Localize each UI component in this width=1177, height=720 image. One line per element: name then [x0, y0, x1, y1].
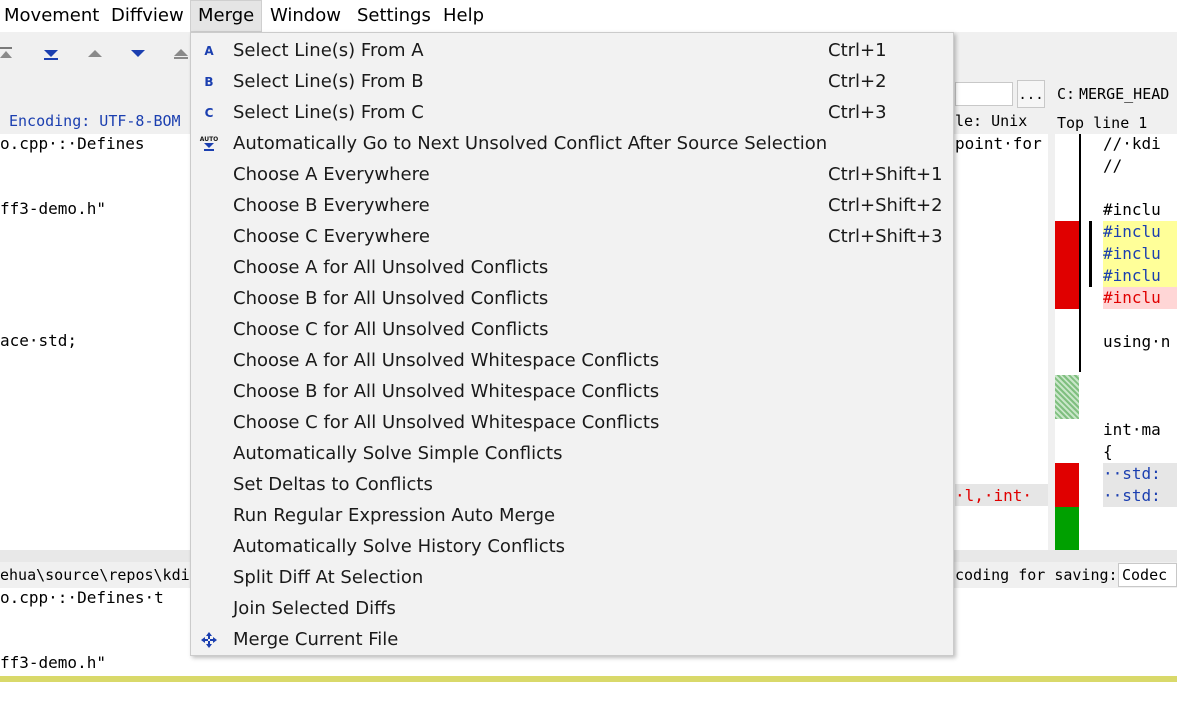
current-line-bar: [0, 676, 1177, 682]
code-line: #inclu: [1103, 222, 1161, 241]
menu-item-select-line-s-from-c[interactable]: [191, 97, 953, 128]
merge-menu-dropdown: [190, 32, 954, 656]
menu-item-set-deltas-to-conflicts[interactable]: [191, 469, 953, 500]
menu-item-label: Run Regular Expression Auto Merge: [233, 505, 556, 526]
menu-item-label: Choose A for All Unsolved Whitespace Conflicts: [233, 350, 660, 371]
code-line: point·for: [955, 134, 1042, 153]
menu-item-automatically-solve-history-conflicts[interactable]: [191, 531, 953, 562]
menu-item-label: Choose B for All Unsolved Whitespace Conflicts: [233, 381, 660, 402]
go-top-icon[interactable]: [0, 44, 18, 62]
menu-item-choose-b-everywhere[interactable]: [191, 190, 953, 221]
encoding-label: Encoding: UTF-8-BOM: [9, 112, 181, 130]
code-line: ··std:: [1103, 464, 1161, 483]
menu-item-choose-c-for-all-unsolved-whitespace-conflicts[interactable]: [191, 407, 953, 438]
select-b-icon: B: [204, 75, 214, 89]
code-line: #inclu: [1103, 200, 1161, 219]
code-line: #inclu: [1103, 288, 1161, 307]
menu-item-automatically-solve-simple-conflicts[interactable]: [191, 438, 953, 469]
prev-conflict-icon[interactable]: [172, 44, 190, 62]
code-line: ace·std;: [0, 331, 78, 350]
menu-item-label: Select Line(s) From A: [233, 40, 424, 61]
merge-file-icon: [199, 630, 219, 650]
menu-item-label: Select Line(s) From C: [233, 102, 424, 123]
menu-diffview[interactable]: Diffview: [111, 5, 184, 26]
prev-delta-icon[interactable]: [86, 44, 104, 62]
menu-item-split-diff-at-selection[interactable]: [191, 562, 953, 593]
menu-help[interactable]: Help: [443, 5, 485, 26]
diff-pane-c[interactable]: [1092, 134, 1177, 550]
menu-bar: [0, 0, 1177, 32]
conflict-marker: [1055, 463, 1079, 507]
go-bottom-icon[interactable]: [42, 44, 60, 62]
line-end-label: le: Unix: [955, 112, 1028, 130]
browse-button[interactable]: ...: [1017, 80, 1045, 108]
source-c-path-input[interactable]: [955, 82, 1013, 106]
menu-item-select-line-s-from-b[interactable]: [191, 66, 953, 97]
code-line: using·n: [1103, 332, 1171, 351]
menu-item-choose-b-for-all-unsolved-whitespace-conflicts[interactable]: [191, 376, 953, 407]
select-a-icon: A: [204, 44, 214, 58]
menu-movement[interactable]: Movement: [4, 5, 100, 26]
codec-value: Codec: [1122, 566, 1168, 584]
delta-marker: [1055, 507, 1079, 550]
source-c-label: C:: [1057, 85, 1076, 103]
menu-item-label: Automatically Solve History Conflicts: [233, 536, 566, 557]
menu-item-run-regular-expression-auto-merge[interactable]: [191, 500, 953, 531]
menu-item-automatically-go-to-next-unsolved-conflict-after-source-selection[interactable]: [191, 128, 953, 159]
code-line: ·l,·int·: [955, 486, 1033, 505]
menu-item-label: Choose A Everywhere: [233, 164, 430, 185]
menu-item-label: Merge Current File: [233, 629, 399, 650]
menu-item-choose-c-everywhere[interactable]: [191, 221, 953, 252]
menu-item-shortcut: Ctrl+Shift+2: [828, 195, 943, 216]
menu-item-shortcut: Ctrl+Shift+1: [828, 164, 943, 185]
menu-item-label: Set Deltas to Conflicts: [233, 474, 433, 495]
code-line: ff3-demo.h": [0, 199, 106, 218]
menu-window[interactable]: Window: [270, 5, 341, 26]
menu-item-merge-current-file[interactable]: [191, 624, 953, 655]
menu-item-choose-a-everywhere[interactable]: [191, 159, 953, 190]
output-path: ehua\source\repos\kdi: [0, 566, 190, 584]
menu-item-label: Choose B Everywhere: [233, 195, 430, 216]
menu-item-shortcut: Ctrl+2: [828, 71, 887, 92]
delta-marker: [1055, 375, 1079, 419]
next-delta-icon[interactable]: [129, 44, 147, 62]
code-line: ff3-demo.h": [0, 653, 106, 672]
code-line: o.cpp·:·Defines: [0, 134, 145, 153]
menu-item-shortcut: Ctrl+1: [828, 40, 887, 61]
menu-item-label: Choose B for All Unsolved Conflicts: [233, 288, 549, 309]
menu-item-select-line-s-from-a[interactable]: [191, 35, 953, 66]
menu-item-label: Select Line(s) From B: [233, 71, 424, 92]
menu-item-label: Choose C for All Unsolved Conflicts: [233, 319, 549, 340]
code-line: #inclu: [1103, 244, 1161, 263]
code-line: //: [1103, 156, 1123, 175]
menu-item-label: Choose C Everywhere: [233, 226, 430, 247]
code-line: #inclu: [1103, 266, 1161, 285]
code-line: //·kdi: [1103, 134, 1161, 153]
menu-settings[interactable]: Settings: [357, 5, 431, 26]
source-c-value: MERGE_HEAD: [1079, 85, 1170, 103]
menu-merge[interactable]: Merge: [190, 0, 262, 32]
menu-item-shortcut: Ctrl+3: [828, 102, 887, 123]
encoding-saving-label: coding for saving:: [955, 566, 1118, 584]
auto-next-icon: [199, 134, 219, 154]
menu-item-label: Choose C for All Unsolved Whitespace Conflicts: [233, 412, 660, 433]
menu-item-join-selected-diffs[interactable]: [191, 593, 953, 624]
code-line: o.cpp·:·Defines·t: [0, 588, 164, 607]
menu-item-label: Automatically Solve Simple Conflicts: [233, 443, 563, 464]
menu-item-choose-b-for-all-unsolved-conflicts[interactable]: [191, 283, 953, 314]
pane-c-separator: [1079, 134, 1081, 372]
menu-item-choose-a-for-all-unsolved-whitespace-conflicts[interactable]: [191, 345, 953, 376]
menu-item-label: Choose A for All Unsolved Conflicts: [233, 257, 549, 278]
overview-strip[interactable]: [1055, 134, 1079, 550]
code-line: {: [1103, 442, 1113, 461]
conflict-marker: [1055, 221, 1079, 309]
menu-item-choose-c-for-all-unsolved-conflicts[interactable]: [191, 314, 953, 345]
menu-item-label: Split Diff At Selection: [233, 567, 424, 588]
menu-item-choose-a-for-all-unsolved-conflicts[interactable]: [191, 252, 953, 283]
menu-item-label: Join Selected Diffs: [233, 598, 396, 619]
menu-item-shortcut: Ctrl+Shift+3: [828, 226, 943, 247]
top-line-label: Top line 1: [1057, 114, 1148, 132]
menu-item-label: Automatically Go to Next Unsolved Conflict After Source Selection: [233, 133, 828, 154]
select-c-icon: C: [204, 106, 214, 120]
svg-text:AUTO: AUTO: [199, 136, 219, 143]
codec-select[interactable]: [1118, 563, 1177, 587]
code-line: ··std:: [1103, 486, 1161, 505]
code-line: int·ma: [1103, 420, 1161, 439]
